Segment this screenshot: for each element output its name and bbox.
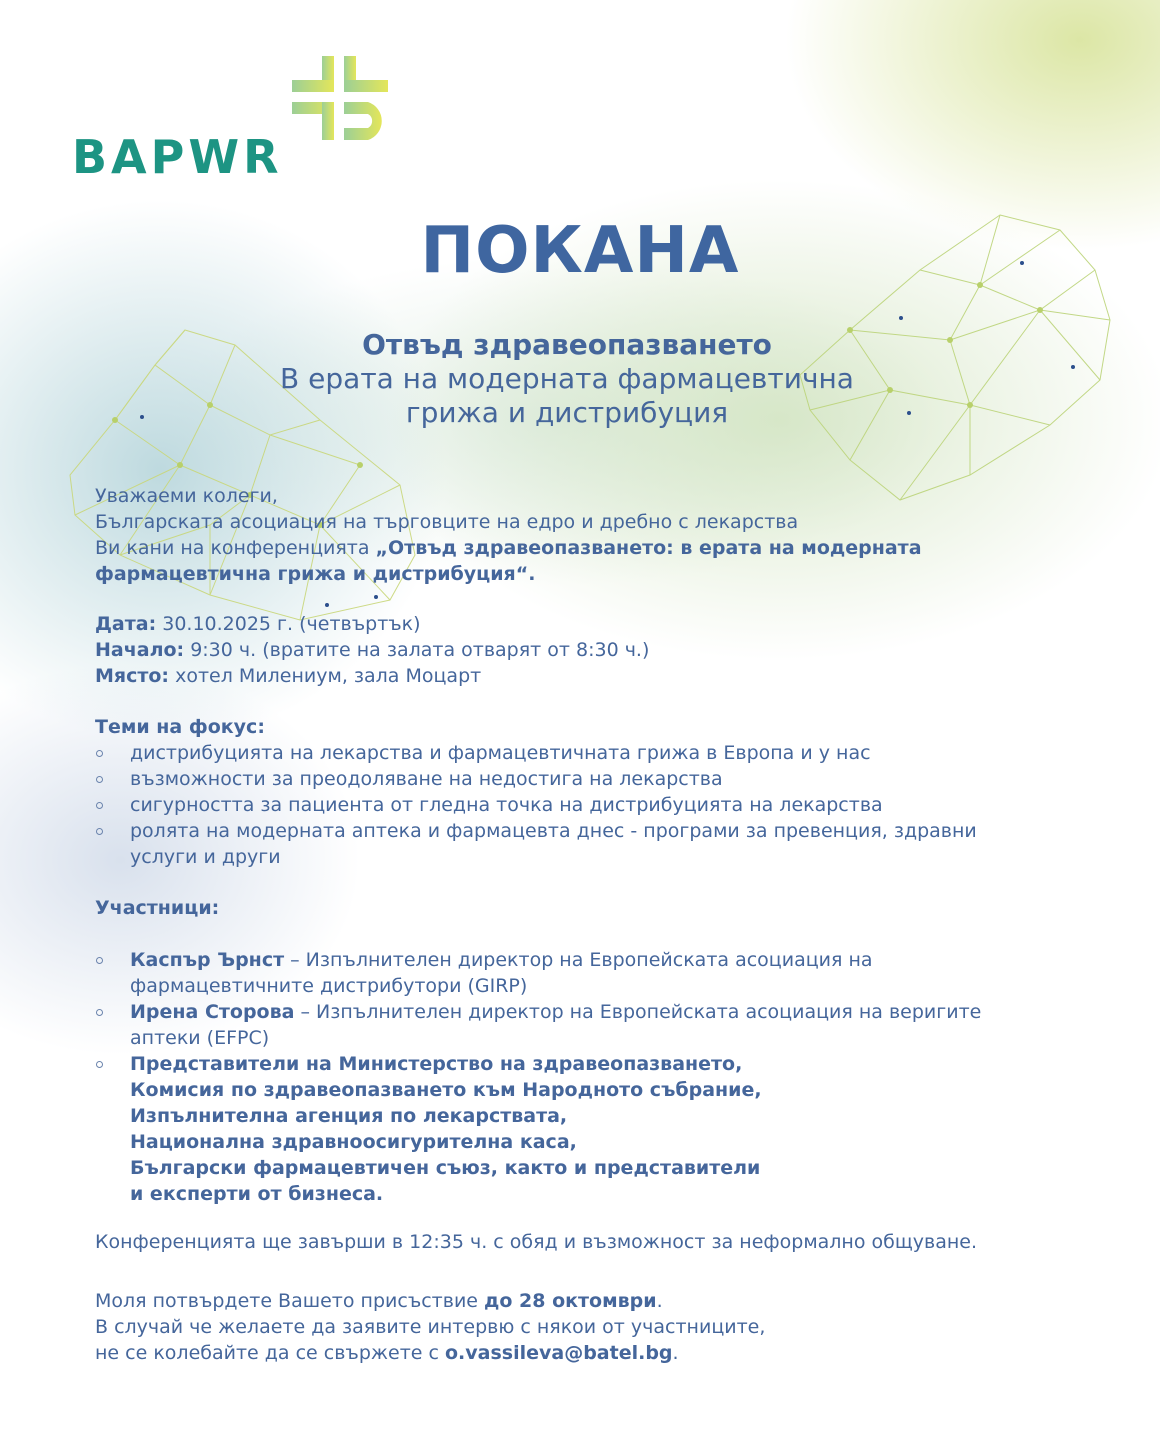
page-title: ПОКАНА: [420, 214, 740, 288]
subtitle-line-2: В ерата на модерната фармацевтична: [280, 362, 854, 395]
participants-list: [95, 947, 1015, 1207]
list-item: възможности за преодоляване на недостига на лекарства: [95, 766, 1055, 792]
topics-heading: Теми на фокус:: [95, 716, 265, 738]
participant-item: Каспър Ърнст – Изпълнителен директор на Европейската асоциация на фармацевтичните дистрибутори (GIRP): [95, 947, 1015, 999]
list-item: ролята на модерната аптека и фармацевта днес - програми за превенция, здравни услуги и други: [95, 818, 1010, 870]
participant-name: Ирена Сторова: [130, 1001, 295, 1023]
place-row: Място: хотел Милениум, зала Моцарт: [95, 665, 482, 687]
event-details: [95, 611, 649, 689]
rsvp-line-2: В случай че желаете да заявите интервю с някои от участниците,: [95, 1316, 766, 1338]
subtitle: [0, 328, 1134, 430]
representatives-item: Представители на Министерство на здравеопазването, Комисия по здравеопазването към Народното събрание, Изпълнителна агенция по лекарствата, Национална здравноосигурителна каса, Български фармацевтичен съюз, както и представители и експерти от бизнеса.: [95, 1051, 1015, 1207]
logo-text: BAPWR: [72, 130, 283, 184]
subtitle-line-1: Отвъд здравеопазването: [362, 328, 772, 361]
conference-name: „Отвъд здравеопазването: в ерата на модерната: [375, 537, 922, 559]
pharmacy-cross-icon: [292, 52, 392, 144]
start-row: Начало: 9:30 ч. (вратите на залата отварят от 8:30 ч.): [95, 639, 650, 661]
intro-line-2: Българската асоциация на търговците на едро и дребно с лекарства: [95, 511, 799, 533]
date-row: Дата: 30.10.2025 г. (четвъртък): [95, 613, 421, 635]
greeting: Уважаеми колеги,: [95, 485, 278, 507]
rsvp-line-3: не се колебайте да се свържете с o.vassileva@batel.bg.: [95, 1342, 679, 1364]
topics-list: [95, 740, 1055, 870]
participant-name: Каспър Ърнст: [130, 949, 285, 971]
list-item: дистрибуцията на лекарства и фармацевтичната грижа в Европа и у нас: [95, 740, 1055, 766]
list-item: сигурността за пациента от гледна точка на дистрибуцията на лекарства: [95, 792, 1055, 818]
rsvp-deadline: до 28 октомври: [484, 1290, 657, 1312]
contact-email-link[interactable]: o.vassileva@batel.bg: [444, 1342, 673, 1364]
intro-section: [95, 483, 922, 587]
topics-section: [95, 714, 1055, 870]
closing-note: Конференцията ще завърши в 12:35 ч. с обяд и възможност за неформално общуване.: [95, 1231, 977, 1253]
rsvp-section: [95, 1288, 765, 1366]
subtitle-line-3: грижа и дистрибуция: [405, 396, 729, 429]
intro-line-3: Ви кани на конференцията „Отвъд здравеопазването: в ерата на модерната: [95, 537, 922, 559]
participants-heading: Участници:: [95, 897, 220, 919]
rsvp-line-1: Моля потвърдете Вашето присъствие до 28 октомври.: [95, 1290, 663, 1312]
participants-section: [95, 895, 1015, 1207]
conference-name-cont: фармацевтична грижа и дистрибуция“.: [95, 563, 536, 585]
participant-item: Ирена Сторова – Изпълнителен директор на Европейската асоциация на веригите аптеки (EFPC): [95, 999, 1015, 1051]
